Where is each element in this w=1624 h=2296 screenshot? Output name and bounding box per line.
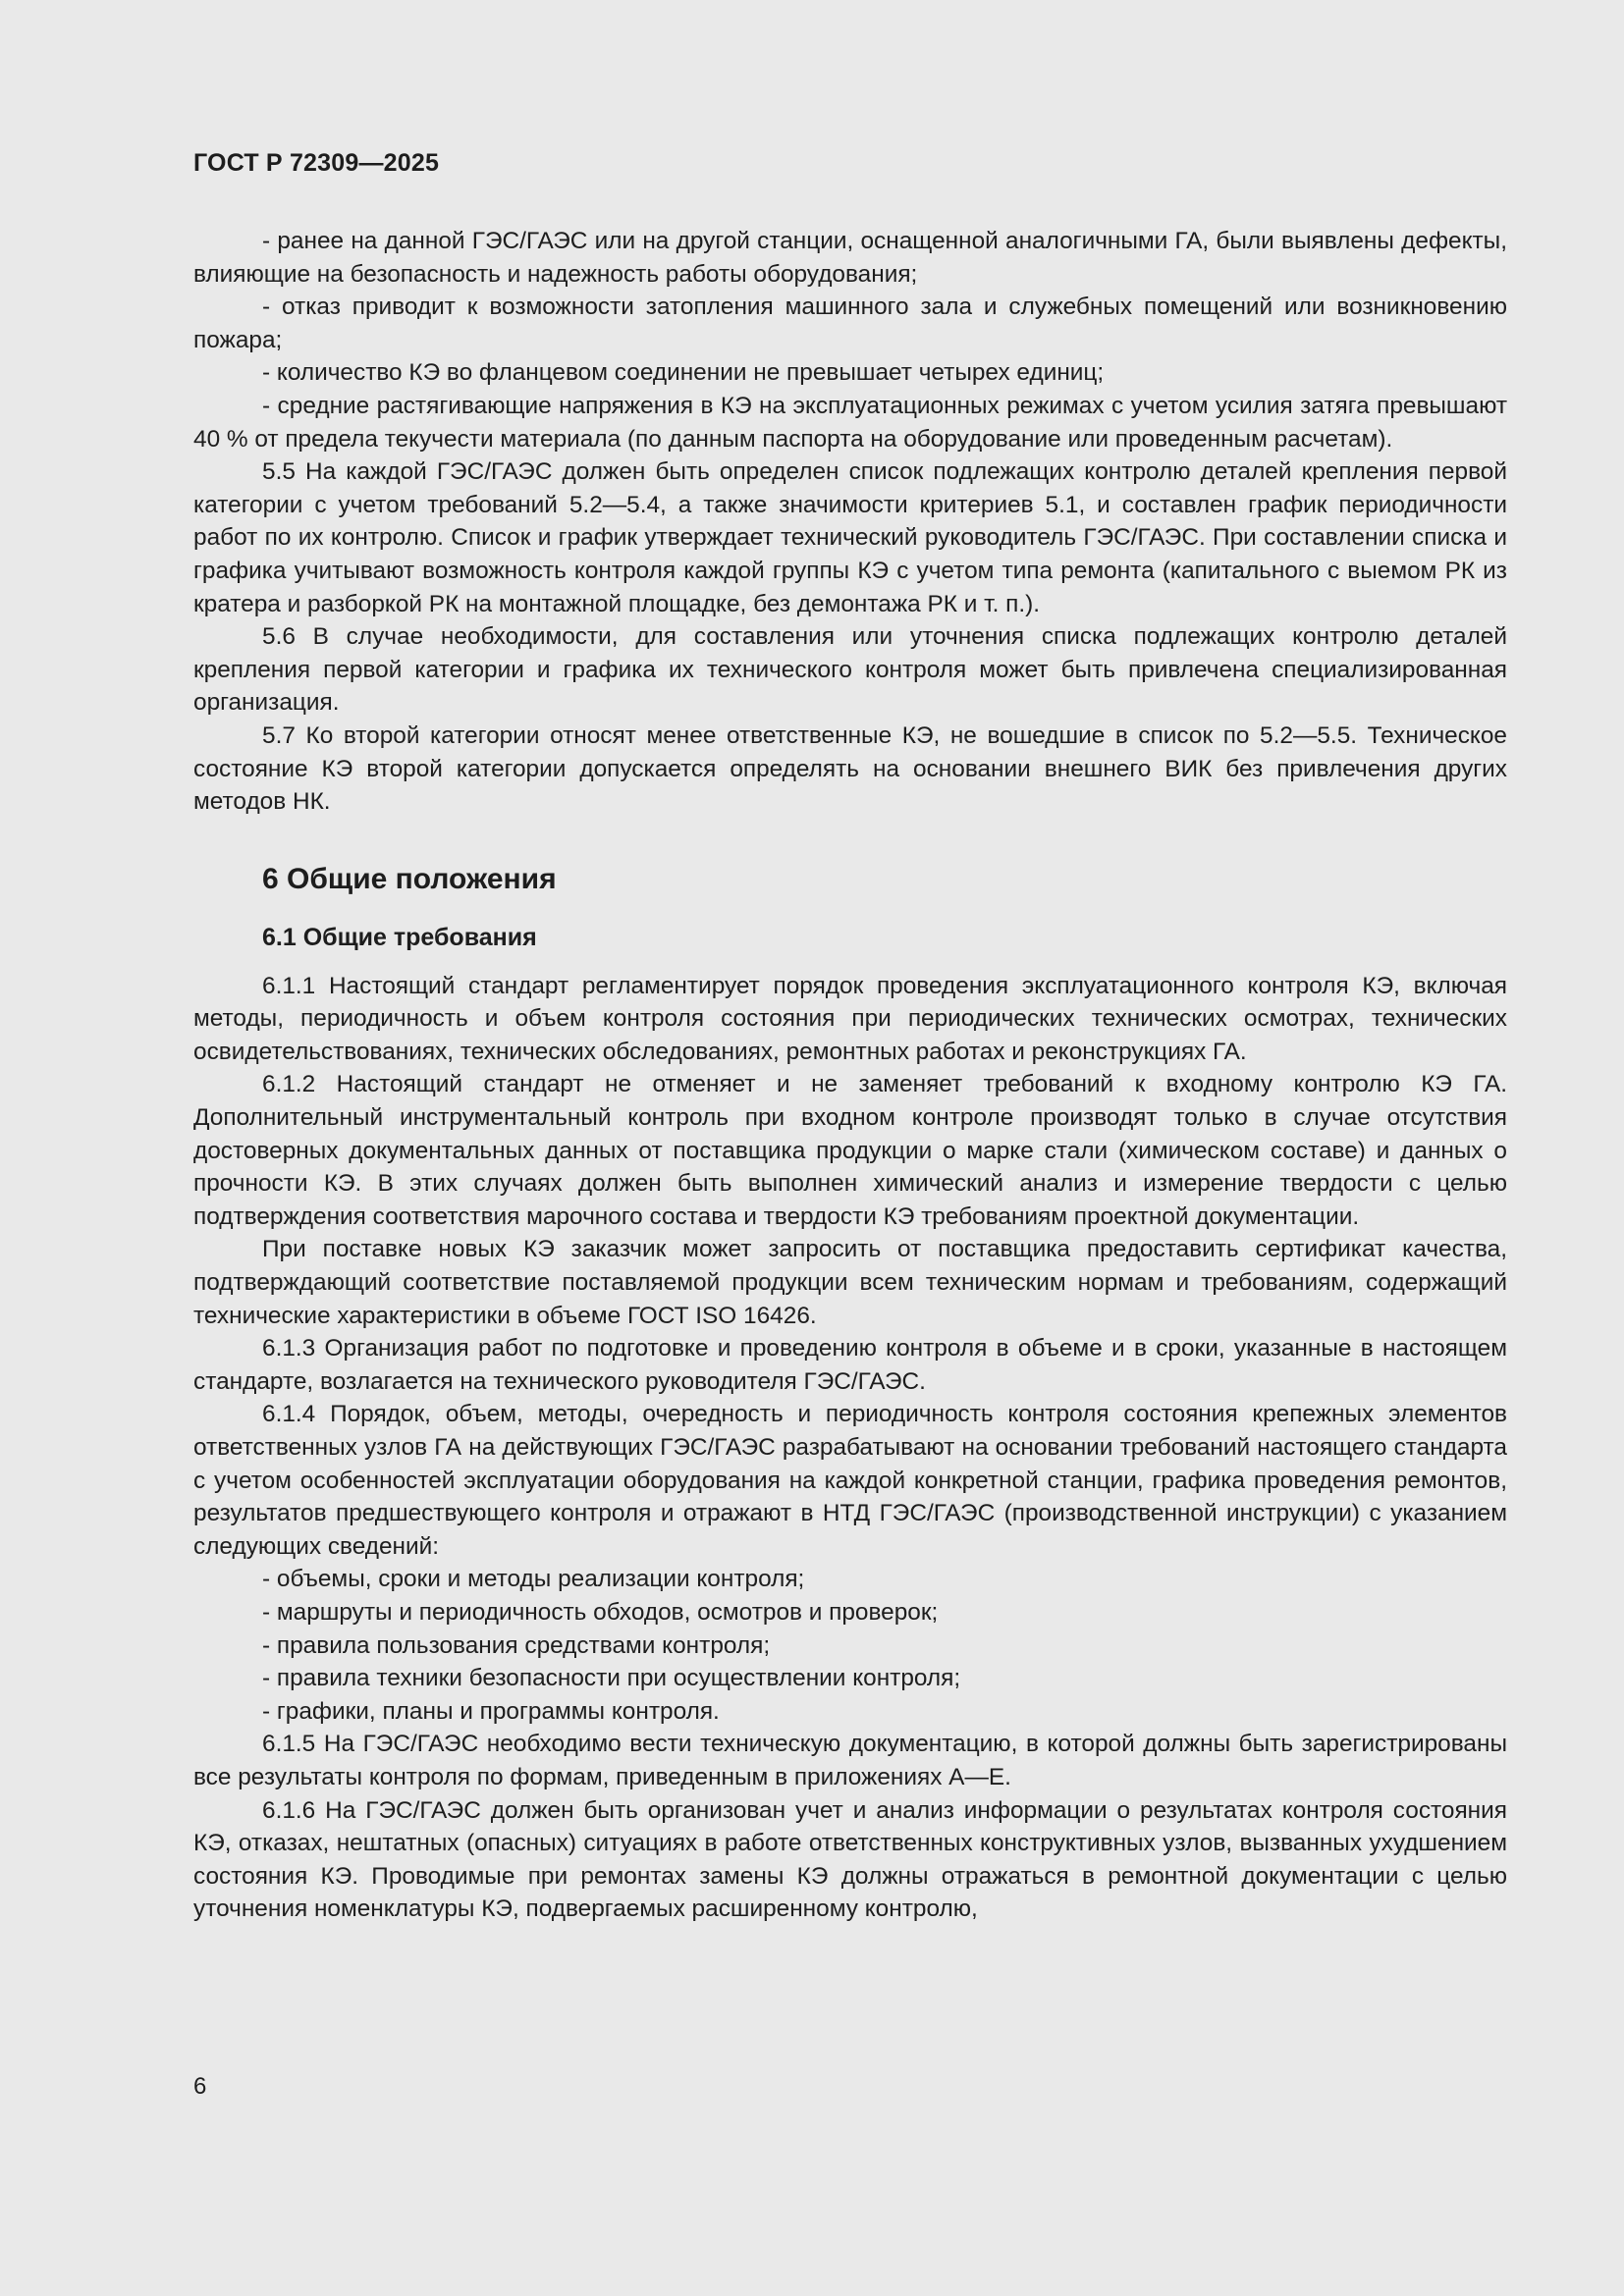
list-item: - количество КЭ во фланцевом соединении не превышает четырех единиц; bbox=[262, 359, 1105, 387]
paragraph-6-1-5: 6.1.5 На ГЭС/ГАЭС необходимо вести техническую документацию, в которой должны быть зарегистрированы все результаты контроля по формам, приведенным в приложениях А—Е. bbox=[193, 1731, 1507, 1790]
paragraph-5-5: 5.5 На каждой ГЭС/ГАЭС должен быть определен список подлежащих контролю деталей крепления первой категории с учетом требований 5.2—5.4, а также значимости критериев 5.1, и составлен график периодичности работ по их контролю. Список и график утверждает технический руководитель ГЭС/ГАЭС. При составлении списка и графика учитывают возможность контроля каждой группы КЭ с учетом типа ремонта (капитального с выемом РК из кратера и разборкой РК на монтажной площадке, без демонтажа РК и т. п.). bbox=[193, 458, 1507, 617]
paragraph-5-6: 5.6 В случае необходимости, для составления или уточнения списка подлежащих контролю деталей крепления первой категории и графика их технического контроля может быть привлечена специализированная организация. bbox=[193, 623, 1507, 717]
paragraph-6-1-4: 6.1.4 Порядок, объем, методы, очередность и периодичность контроля состояния крепежных элементов ответственных узлов ГА на действующих ГЭС/ГАЭС разрабатывают на основании требований настоящего стандарта с учетом особенностей эксплуатации оборудования на каждой конкретной станции, графика проведения ремонтов, результатов предшествующего контроля и отражают в НТД ГЭС/ГАЭС (производственной инструкции) с указанием следующих сведений: bbox=[193, 1401, 1507, 1560]
section-title: 6 Общие положения bbox=[262, 862, 557, 895]
subsection-title: 6.1 Общие требования bbox=[262, 923, 537, 951]
list-item: - объемы, сроки и методы реализации контроля; bbox=[262, 1566, 805, 1593]
list-item: - правила пользования средствами контроля; bbox=[262, 1631, 771, 1659]
list-item: - правила техники безопасности при осуществлении контроля; bbox=[262, 1665, 961, 1692]
paragraph-6-1-2: 6.1.2 Настоящий стандарт не отменяет и не заменяет требований к входному контролю КЭ ГА. Дополнительный инструментальный контроль при входном контроле производят только в случае отсутствия достоверных документальных данных от поставщика продукции о марке стали (химическом составе) и данных о прочности КЭ. В этих случаях должен быть выполнен химический анализ и измерение твердости с целью подтверждения соответствия марочного состава и твердости КЭ требованиям проектной документации. bbox=[193, 1071, 1507, 1230]
list-item: - ранее на данной ГЭС/ГАЭС или на другой станции, оснащенной аналогичными ГА, были выявлены дефекты, влияющие на безопасность и надежность работы оборудования; bbox=[193, 228, 1507, 288]
list-item: - отказ приводит к возможности затопления машинного зала и служебных помещений или возникновению пожара; bbox=[193, 294, 1507, 353]
paragraph-5-7: 5.7 Ко второй категории относят менее ответственные КЭ, не вошедшие в список по 5.2—5.5. Техническое состояние КЭ второй категории допускается определять на основании внешнего ВИК без привлечения других методов НК. bbox=[193, 721, 1507, 816]
paragraph-6-1-6: 6.1.6 На ГЭС/ГАЭС должен быть организован учет и анализ информации о результатах контроля состояния КЭ, отказах, нештатных (опасных) ситуациях в работе ответственных конструктивных узлов, вызванных ухудшением состояния КЭ. Проводимые при ремонтах замены КЭ должны отражаться в ремонтной документации с целью уточнения номенклатуры КЭ, подвергаемых расширенному контролю, bbox=[193, 1796, 1507, 1923]
paragraph-6-1-2-cont: При поставке новых КЭ заказчик может запросить от поставщика предоставить сертификат качества, подтверждающий соответствие поставляемой продукции всем техническим нормам и требованиям, содержащий технические характеристики в объеме ГОСТ ISO 16426. bbox=[193, 1236, 1507, 1329]
list-item: - графики, планы и программы контроля. bbox=[262, 1697, 720, 1725]
list-item: - маршруты и периодичность обходов, осмотров и проверок; bbox=[262, 1598, 939, 1626]
list-item: - средние растягивающие напряжения в КЭ на эксплуатационных режимах с учетом усилия затяга превышают 40 % от предела текучести материала (по данным паспорта на оборудование или проведенным расчетам). bbox=[193, 392, 1507, 453]
page-number: 6 bbox=[193, 2073, 207, 2100]
paragraph-6-1-1: 6.1.1 Настоящий стандарт регламентирует порядок проведения эксплуатационного контроля КЭ, включая методы, периодичность и объем контроля состояния при периодических технических осмотрах, технических освидетельствованиях, технических обследованиях, ремонтных работах и реконструкциях ГА. bbox=[193, 972, 1507, 1065]
paragraph-6-1-3: 6.1.3 Организация работ по подготовке и проведению контроля в объеме и в сроки, указанные в настоящем стандарте, возлагается на технического руководителя ГЭС/ГАЭС. bbox=[193, 1335, 1507, 1395]
standard-header: ГОСТ Р 72309—2025 bbox=[193, 149, 440, 177]
document-body bbox=[193, 225, 1507, 1926]
